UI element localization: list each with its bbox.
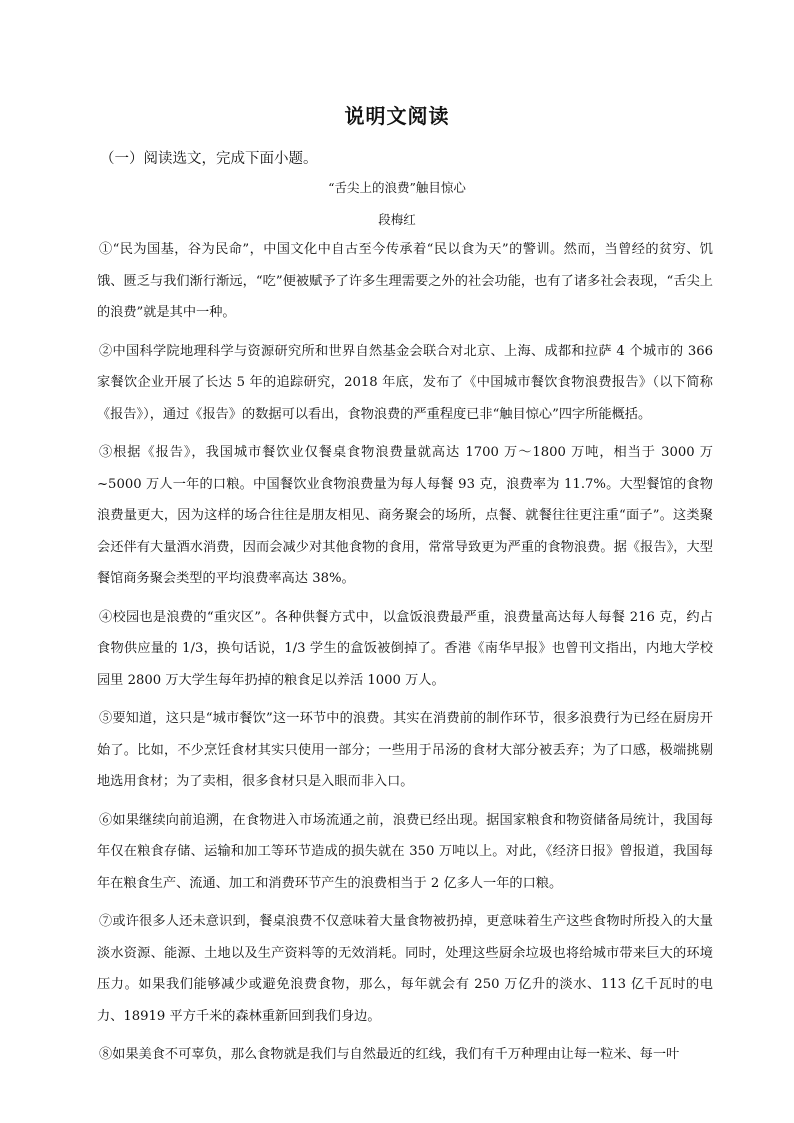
paragraph-6: ⑥如果继续向前追溯，在食物进入市场流通之前，浪费已经出现。据国家粮食和物资储备局统计，我国每年仅在粮食存储、运输和加工等环节造成的损失就在 350 万吨以上。对此，《经济日报》曾报道，我国每年在粮食生产、流通、加工和消费环节产生的浪费相当于 2 亿多人一年的口粮。 — [97, 812, 713, 891]
page-title: 说明文阅读 — [344, 104, 450, 128]
article-title: “舌尖上的浪费”触目惊心 — [328, 180, 466, 195]
article-body — [97, 234, 713, 1078]
paragraph-5: ⑤要知道，这只是“城市餐饮”这一环节中的浪费。其实在消费前的制作环节，很多浪费行为已经在厨房开始了。比如，不少烹饪食材其实只使用一部分；一些用于吊汤的食材大部分被丢弃；为了口感，极端挑剔地选用食材；为了卖相，很多食材只是入眼而非入口。 — [97, 711, 713, 789]
paragraph-4: ④校园也是浪费的“重灾区”。各种供餐方式中，以盒饭浪费最严重，浪费量高达每人每餐 216 克，约占食物供应量的 1/3，换句话说，1/3 学生的盒饭被倒掉了。香港《南华早报》也曾刊文指出，内地大学校园里 2800 万大学生每年扔掉的粮食足以养活 1000 万人。 — [97, 609, 713, 688]
section-instruction: （一）阅读选文，完成下面小题。 — [100, 151, 318, 167]
paragraph-2: ②中国科学院地理科学与资源研究所和世界自然基金会联合对北京、上海、成都和拉萨 4 个城市的 366 家餐饮企业开展了长达 5 年的追踪研究，2018 年底，发布了《中国城市餐饮食物浪费报告》（以下简称《报告》），通过《报告》的数据可以看出，食物浪费的严重程度已非“触目惊心”四字所能概括。 — [97, 343, 713, 422]
paragraph-3: ③根据《报告》，我国城市餐饮业仅餐桌食物浪费量就高达 1700 万～1800 万吨，相当于 3000 万~5000 万人一年的口粮。中国餐饮业食物浪费量为每人每餐 93 克，浪费率为 11.7%。大型餐馆的食物浪费量更大，因为这样的场合往往是朋友相见、商务聚会的场所，点餐、就餐往往更注重“面子”。这类聚会还伴有大量酒水消费，因而会减少对其他食物的食用，常常导致更为严重的食物浪费。据《报告》，大型餐馆商务聚会类型的平均浪费率高达 38%。 — [97, 445, 713, 586]
paragraph-8: ⑧如果美食不可辜负，那么食物就是我们与自然最近的红线，我们有千万种理由让每一粒米、每一叶 — [99, 1047, 680, 1062]
article-author: 段梅红 — [378, 212, 416, 227]
paragraph-7: ⑦或许很多人还未意识到，餐桌浪费不仅意味着大量食物被扔掉，更意味着生产这些食物时所投入的大量淡水资源、能源、土地以及生产资料等的无效消耗。同时，处理这些厨余垃圾也将给城市带来巨大的环境压力。如果我们能够减少或避免浪费食物，那么，每年就会有 250 万亿升的淡水、113 亿千瓦时的电力、18919 平方千米的森林重新回到我们身边。 — [97, 914, 713, 1024]
paragraph-1: ①“民为国基，谷为民命”，中国文化中自古至今传承着“民以食为天”的警训。然而，当曾经的贫穷、饥饿、匮乏与我们渐行渐远，“吃”便被赋予了许多生理需要之外的社会功能，也有了诸多社会表现，“舌尖上的浪费”就是其中一种。 — [97, 242, 713, 320]
